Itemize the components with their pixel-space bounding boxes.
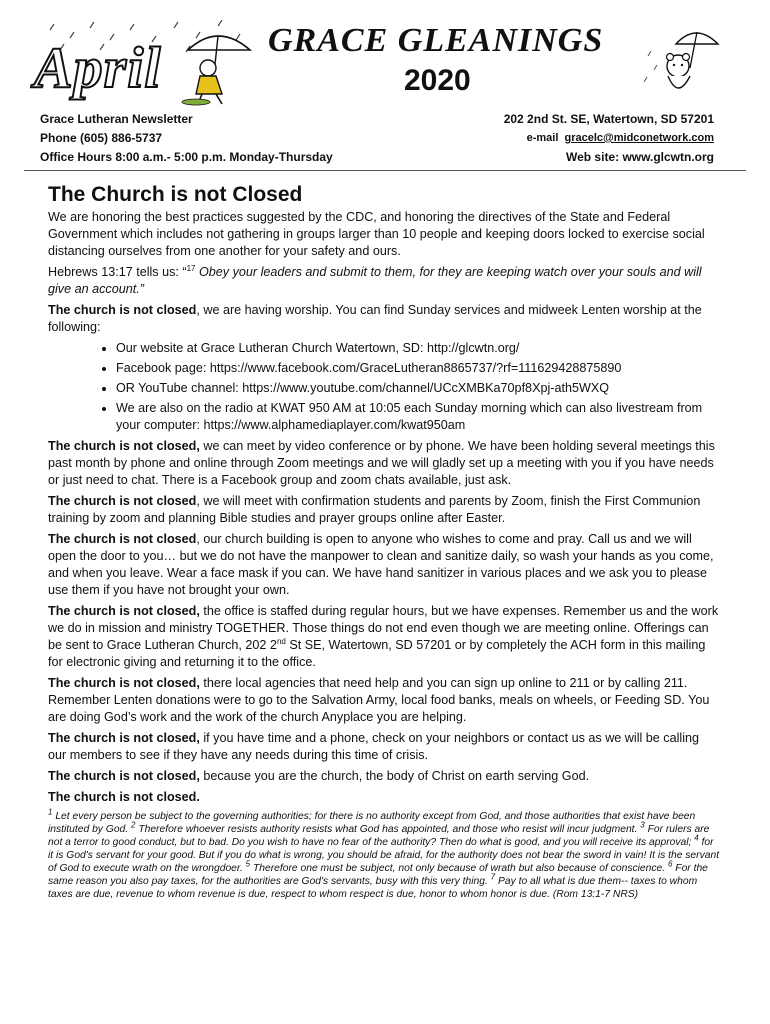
emphasis: The church is not closed. (48, 790, 200, 804)
church-address-block (504, 110, 714, 167)
verse-number: 5 (245, 859, 251, 869)
list-item: • OR YouTube channel: https://www.youtube.com/channel/UCcXMBKa70pf8Xpj-ath5WXQ (116, 380, 720, 397)
phone-number: Phone (605) 886-5737 (40, 131, 163, 145)
office-hours: Office Hours 8:00 a.m.- 5:00 p.m. Monday-Thursday (40, 150, 333, 164)
list-item: • Our website at Grace Lutheran Church Watertown, SD: http://glcwtn.org/ (116, 340, 720, 357)
emphasis: The church is not closed (48, 494, 197, 508)
paragraph-text: the office is staffed during regular hours, but we have expenses. Remember us and the work we do in mission and ministry TOGETHER. Those things do not end even though we are meeting online. Offerings can be sent to Grace Lutheran Church, 202 2 (48, 604, 719, 652)
confirmation-paragraph (48, 493, 720, 527)
verse-number: 6 (667, 859, 673, 869)
verse-number: 4 (694, 833, 699, 843)
hebrews-quote: Obey your leaders and submit to them, for they are keeping watch over your souls and will give an account.” (48, 265, 702, 296)
verse-number: 17 (186, 263, 196, 273)
body-of-christ-paragraph (48, 768, 720, 785)
paragraph-text: if you have time and a phone, check on your neighbors or contact us as we will be calling our members to see if they have any needs during this time of crisis. (48, 731, 699, 762)
hebrews-paragraph (48, 264, 720, 298)
email-line (504, 129, 714, 148)
street-address: 202 2nd St. SE, Watertown, SD 57201 (503, 112, 714, 126)
hebrews-lead: Hebrews 13:17 tells us: “ (48, 265, 187, 279)
emphasis: The church is not closed, (48, 769, 200, 783)
building-paragraph (48, 531, 720, 599)
intro-paragraph: We are honoring the best practices suggested by the CDC, and honoring the directives of the State and Federal Government which includes not gathering in groups larger than 10 people and keeping doors locked to exercise social distancing ourselves from one another for your safety and ours. (48, 210, 705, 258)
verse-text: Pay to all what is due them-- taxes to whom taxes are due, revenue to whom revenue is due, respect to whom respect is due, honor to whom honor is due. (Rom 13:1-7 NRS) (48, 876, 698, 900)
closing-line (48, 789, 720, 806)
list-item: • We are also on the radio at KWAT 950 AM at 10:05 each Sunday morning which can also livestream from your computer: https://www.alphamediaplayer.com/kwat950am (116, 400, 720, 434)
paragraph-text: St SE, Watertown, SD 57201 or by completely the ACH form in this mailing for electronic giving and returning it to the office. (48, 638, 706, 669)
newsletter-name: Grace Lutheran Newsletter (40, 112, 193, 126)
verse-number: 7 (490, 872, 496, 882)
article-heading: The Church is not Closed (48, 183, 303, 206)
april-month-art: April (34, 35, 162, 100)
emphasis: The church is not closed, (48, 439, 200, 453)
paragraph-text: we can meet by video conference or by phone. We have been holding several meetings this past month by phone and online through Zoom meetings and we will gladly set up a meeting with you if you have needs or just need to chat. There is a Facebook group and zoom chats available, just ask. (48, 439, 715, 487)
child-with-umbrella-illustration (178, 28, 258, 106)
verse-text: For rulers are not a terror to good conduct, but to bad. Do you wish to have no fear of the authority? Then do what is good, and you will receive its approval; (48, 824, 710, 848)
neighbors-paragraph (48, 730, 720, 764)
email-link[interactable]: gracelc@midconetwork.com (564, 132, 714, 144)
verse-number: 2 (131, 820, 136, 830)
list-item: • Facebook page: https://www.facebook.com/GraceLutheran8865737/?rf=111629428875890 (116, 360, 720, 377)
emphasis: The church is not closed, (48, 604, 200, 618)
worship-options-list (48, 340, 720, 434)
bear-with-umbrella-illustration (640, 26, 720, 106)
paragraph-text: , we will meet with confirmation students and parents by Zoom, finish the First Communion training by zoom and planning Bible studies and prayer groups online after Easter. (48, 494, 701, 525)
ordinal-suffix: nd (276, 636, 286, 646)
romans-footnote (48, 807, 720, 901)
verse-text: For the same reason you also pay taxes, for the authorities are God's servants, busy with this very thing. (48, 863, 708, 887)
verse-text: Therefore whoever resists authority resists what God has appointed, and those who resist will incur judgment. (135, 824, 641, 835)
church-contact-block (40, 110, 333, 167)
website-line: Web site: www.glcwtn.org (565, 150, 714, 164)
paragraph-text: there local agencies that need help and you can sign up online to 211 or by calling 211. Remember Lenten donations were to go to the Salvation Army, local food banks, meals on wheels, or Feeding SD. You are doing God’s work and the work of the church Anyplace you are helping. (48, 676, 710, 724)
office-paragraph (48, 603, 720, 671)
verse-text: for it is God's servant for your good. But if you do what is wrong, you should be afraid, for the authority does not bear the sword in vain! It is the servant of God to execute wrath on the wrongdoer. (48, 837, 720, 874)
paragraph-text: because you are the church, the body of Christ on earth serving God. (199, 769, 590, 783)
newsletter-year: 2020 (404, 64, 471, 97)
video-paragraph (48, 438, 720, 489)
verse-text: Let every person be subject to the governing authorities; for there is no authority except from God, and those authorities that exist have been instituted by God. (48, 811, 696, 835)
worship-paragraph (48, 302, 720, 336)
emphasis: The church is not closed, (48, 676, 200, 690)
paragraph-text: , our church building is open to anyone who wishes to come and pray. Call us and we will open the door to you… but we do not have the manpower to clean and sanitize daily, so wash your hands as you come, and when you leave. Wear a face mask if you can. We have hand sanitizer in various places and we ask you to please use them if you have not brought your own. (48, 532, 714, 597)
agencies-paragraph (48, 675, 720, 726)
verse-number: 1 (48, 807, 53, 817)
newsletter-title: GRACE GLEANINGS (268, 22, 604, 59)
verse-text: Therefore one must be subject, not only because of wrath but also because of conscience. (250, 863, 668, 874)
verse-number: 3 (640, 820, 645, 830)
article-body (48, 183, 720, 901)
emphasis: The church is not closed (48, 532, 197, 546)
paragraph-text: , we are having worship. You can find Sunday services and midweek Lenten worship at the following: (48, 303, 702, 334)
newsletter-header (0, 0, 770, 180)
email-label: e-mail (526, 132, 559, 144)
emphasis: The church is not closed, (48, 731, 200, 745)
emphasis: The church is not closed (48, 303, 197, 317)
header-divider (24, 170, 746, 171)
